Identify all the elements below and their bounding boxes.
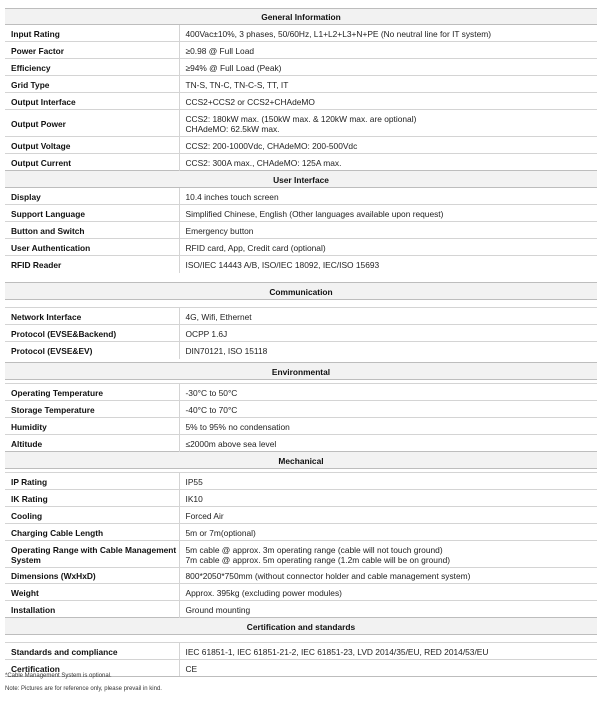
spec-value — [179, 541, 597, 568]
section-header-user-interface — [5, 171, 597, 188]
table-row — [5, 93, 597, 110]
table-row — [5, 384, 597, 401]
spec-value — [179, 110, 597, 137]
table-row — [5, 256, 597, 273]
spec-value: ≤2000m above sea level — [179, 435, 597, 452]
table-row — [5, 325, 597, 342]
spec-table — [5, 8, 597, 677]
spacer-row — [5, 273, 597, 283]
spec-label: Input Rating — [5, 25, 179, 42]
spec-label: Operating Temperature — [5, 384, 179, 401]
spec-label: Dimensions (WxHxD) — [5, 568, 179, 584]
spec-label: Output Current — [5, 154, 179, 171]
spec-label: Button and Switch — [5, 222, 179, 239]
spec-label: User Authentication — [5, 239, 179, 256]
spec-label: Network Interface — [5, 308, 179, 325]
spec-value: Emergency button — [179, 222, 597, 239]
table-row — [5, 524, 597, 541]
spacer-row — [5, 635, 597, 643]
spec-value: Ground mounting — [179, 601, 597, 618]
section-header-environmental — [5, 363, 597, 380]
spec-value: 5m or 7m(optional) — [179, 524, 597, 541]
pictures-note: Note: Pictures are for reference only, please prevail in kind. — [5, 686, 162, 692]
cable-note: *Cable Management System is optional. — [5, 673, 112, 679]
spacer-row — [5, 300, 597, 308]
spec-value: DIN70121, ISO 15118 — [179, 342, 597, 359]
footnotes — [5, 670, 162, 696]
spec-value: CE — [179, 660, 597, 677]
table-row — [5, 205, 597, 222]
spec-label: Output Interface — [5, 93, 179, 110]
spec-value-line: 5m cable @ approx. 3m operating range (cable will not touch ground) — [185, 544, 443, 555]
spec-label: Charging Cable Length — [5, 524, 179, 541]
table-row — [5, 643, 597, 660]
spacer — [5, 635, 597, 643]
spec-label: Output Voltage — [5, 137, 179, 154]
spec-label: Grid Type — [5, 76, 179, 93]
spec-value: -30°C to 50°C — [179, 384, 597, 401]
table-row — [5, 418, 597, 435]
spec-value: 800*2050*750mm (without connector holder and cable management system) — [179, 568, 597, 584]
spec-label: Power Factor — [5, 42, 179, 59]
spec-label-line: System — [11, 554, 41, 565]
spec-value: ISO/IEC 14443 A/B, ISO/IEC 18092, IEC/ISO 15693 — [179, 256, 597, 273]
spec-value: 5% to 95% no condensation — [179, 418, 597, 435]
spec-value-line: 7m cable @ approx. 5m operating range (1.2m cable will be on ground) — [185, 554, 451, 565]
spec-label: Efficiency — [5, 59, 179, 76]
spec-value: -40°C to 70°C — [179, 401, 597, 418]
table-row — [5, 154, 597, 171]
spec-label: IK Rating — [5, 490, 179, 507]
spacer — [5, 300, 597, 308]
section-title: User Interface — [5, 171, 597, 188]
spec-label: Support Language — [5, 205, 179, 222]
section-title: Environmental — [5, 363, 597, 380]
spec-label: Weight — [5, 584, 179, 601]
spec-label: Protocol (EVSE&Backend) — [5, 325, 179, 342]
spec-value-line: CHAdeMO: 62.5kW max. — [185, 123, 280, 134]
spec-label: IP Rating — [5, 473, 179, 490]
table-row — [5, 401, 597, 418]
table-row — [5, 568, 597, 584]
table-row — [5, 435, 597, 452]
spec-value: CCS2+CCS2 or CCS2+CHAdeMO — [179, 93, 597, 110]
spec-value: RFID card, App, Credit card (optional) — [179, 239, 597, 256]
spec-label: Display — [5, 188, 179, 205]
table-row — [5, 222, 597, 239]
table-row — [5, 188, 597, 205]
spec-label: Storage Temperature — [5, 401, 179, 418]
spec-label: Protocol (EVSE&EV) — [5, 342, 179, 359]
table-row — [5, 601, 597, 618]
spec-value-line: CCS2: 180kW max. (150kW max. & 120kW max. are optional) — [185, 113, 417, 124]
section-title: General Information — [5, 9, 597, 25]
section-header-general — [5, 9, 597, 25]
spec-label: Cooling — [5, 507, 179, 524]
section-header-mechanical — [5, 452, 597, 469]
spacer — [5, 273, 597, 283]
table-row — [5, 76, 597, 93]
spec-sheet — [5, 8, 597, 677]
spec-value: 400Vac±10%, 3 phases, 50/60Hz, L1+L2+L3+N+PE (No neutral line for IT system) — [179, 25, 597, 42]
spec-value: Approx. 395kg (excluding power modules) — [179, 584, 597, 601]
table-row — [5, 25, 597, 42]
spec-value: OCPP 1.6J — [179, 325, 597, 342]
spec-value: CCS2: 300A max., CHAdeMO: 125A max. — [179, 154, 597, 171]
table-row — [5, 507, 597, 524]
spec-value: TN-S, TN-C, TN-C-S, TT, IT — [179, 76, 597, 93]
section-title: Communication — [5, 283, 597, 300]
spec-label: Certification — [5, 660, 179, 677]
spec-value: ≥94% @ Full Load (Peak) — [179, 59, 597, 76]
table-row — [5, 584, 597, 601]
section-header-communication — [5, 283, 597, 300]
table-row — [5, 308, 597, 325]
section-header-certification — [5, 618, 597, 635]
spec-value: IEC 61851-1, IEC 61851-21-2, IEC 61851-23, LVD 2014/35/EU, RED 2014/53/EU — [179, 643, 597, 660]
table-row — [5, 342, 597, 359]
section-title: Certification and standards — [5, 618, 597, 635]
spec-value: Simplified Chinese, English (Other languages available upon request) — [179, 205, 597, 222]
table-row — [5, 490, 597, 507]
spec-label-line: Operating Range with Cable Management — [11, 544, 177, 555]
spec-value: 4G, Wifi, Ethernet — [179, 308, 597, 325]
spec-label: Standards and compliance — [5, 643, 179, 660]
spec-value: CCS2: 200-1000Vdc, CHAdeMO: 200-500Vdc — [179, 137, 597, 154]
spec-value: IP55 — [179, 473, 597, 490]
table-row — [5, 137, 597, 154]
section-title: Mechanical — [5, 452, 597, 469]
spec-value: 10.4 inches touch screen — [179, 188, 597, 205]
table-row — [5, 541, 597, 568]
table-row — [5, 239, 597, 256]
spec-label: Humidity — [5, 418, 179, 435]
table-row — [5, 110, 597, 137]
spec-label: Output Power — [5, 110, 179, 137]
spec-value: ≥0.98 @ Full Load — [179, 42, 597, 59]
spec-label: Altitude — [5, 435, 179, 452]
spec-label: Installation — [5, 601, 179, 618]
spec-label — [5, 541, 179, 568]
table-row — [5, 59, 597, 76]
spec-label: RFID Reader — [5, 256, 179, 273]
spec-value: Forced Air — [179, 507, 597, 524]
table-row — [5, 473, 597, 490]
spec-value: IK10 — [179, 490, 597, 507]
table-row — [5, 42, 597, 59]
